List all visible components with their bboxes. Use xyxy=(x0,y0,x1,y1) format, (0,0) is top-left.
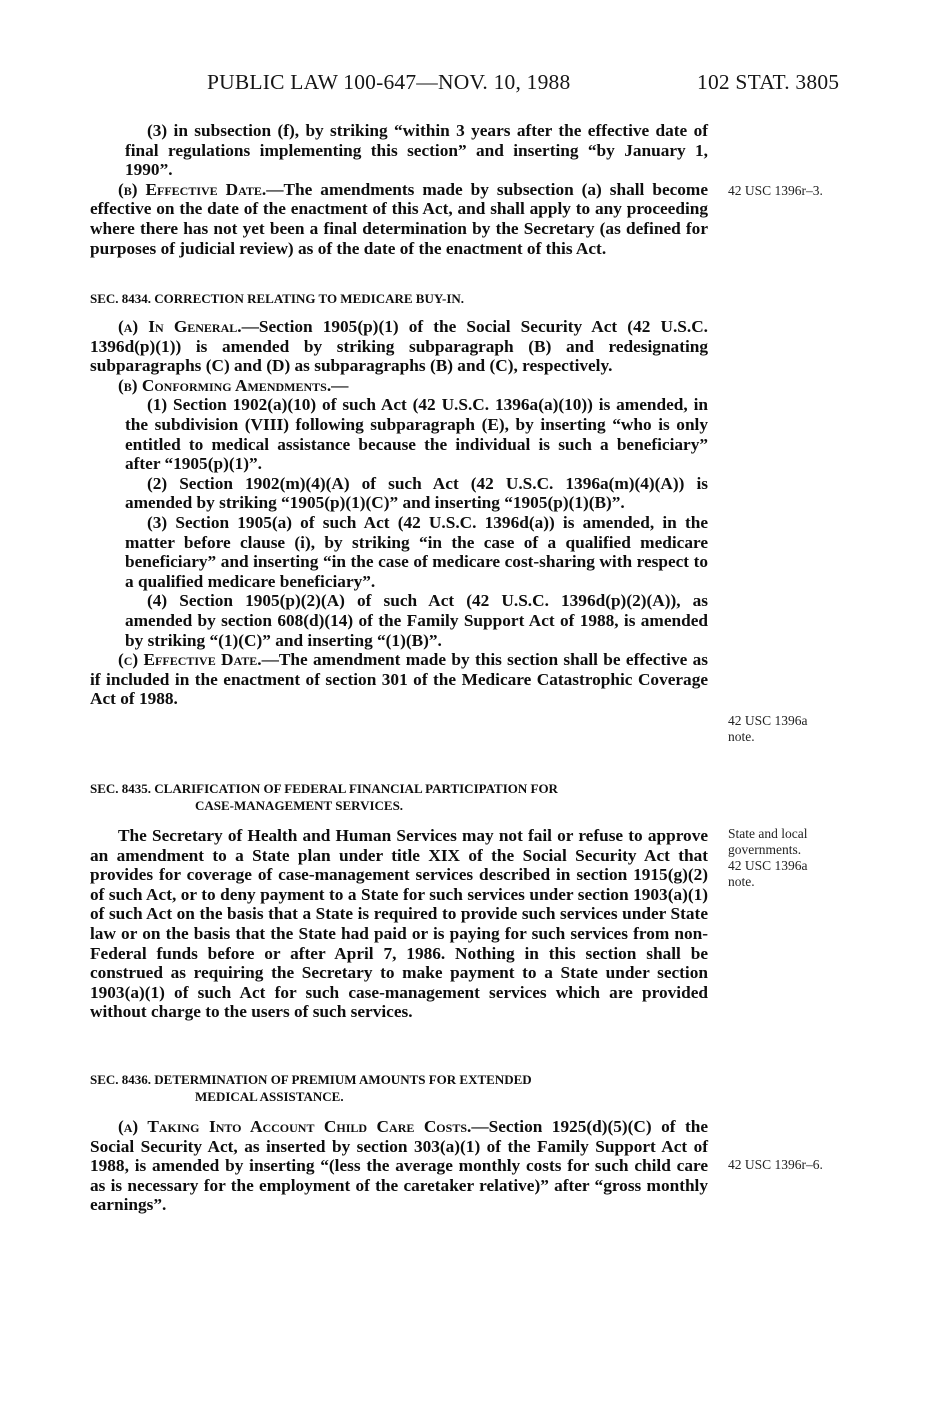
paragraph-effective-date-c xyxy=(90,650,708,709)
heading-8436-line1: SEC. 8436. DETERMINATION OF PREMIUM AMOUNTS FOR EXTENDED xyxy=(90,1072,532,1087)
paragraph-amendment-1: (1) Section 1902(a)(10) of such Act (42 U.S.C. 1396a(a)(10)) is amended, in the subdivision (VIII) following subparagraph (E), by inserting “who is only entitled to medical assistance because the individual is such a beneficiary” after “1905(p)(1)”. xyxy=(125,395,708,474)
margin-note-4: 42 USC 1396r–6. xyxy=(728,1157,823,1172)
paragraph-conforming-amendments xyxy=(90,376,708,396)
margin-note-2-line1: 42 USC 1396a xyxy=(728,713,808,728)
paragraph-child-care xyxy=(90,1117,708,1215)
text-in-general: —Section 1905(p)(1) of the Social Security Act (42 U.S.C. 1396d(p)(1)) is amended by striking subparagraph (B) and redesignating subparagraphs (C) and (D) as subparagraphs (B) and (C), respectively. xyxy=(90,317,708,376)
label-child-care: (a) Taking Into Account Child Care Costs. xyxy=(118,1117,472,1136)
page-header-stat: 102 STAT. 3805 xyxy=(697,70,840,94)
paragraph-item-3: (3) in subsection (f), by striking “within 3 years after the effective date of final regulations implementing this section” and inserting “by January 1, 1990”. xyxy=(125,121,708,180)
margin-note-2-line2: note. xyxy=(728,729,755,744)
paragraph-in-general xyxy=(90,317,708,376)
paragraph-8435: The Secretary of Health and Human Services may not fail or refuse to approve an amendment to a State plan under title XIX of the Social Security Act that provides for coverage of case-management services described in section 1915(g)(2) of such Act, or to deny payment to a State for such services under section 1903(a)(1) of such Act on the basis that a State is required to provide such services under State law or on the basis that the State had paid or is paying for such services from non-Federal funds before or after April 7, 1986. Nothing in this section shall be construed as requiring the Secretary to make payment to a State under section 1903(a)(1) of such Act for such case-management services which are provided without charge to the users of such services. xyxy=(90,826,708,1022)
margin-note-3-line1: State and local xyxy=(728,826,808,841)
margin-note-3 xyxy=(728,826,898,890)
text-effective-date: —The amendments made by subsection (a) shall become effective on the date of the enactment of this Act, and shall apply to any proceeding where there has not yet been a final determination by the Secretary (as defined for purposes of judicial review) as of the date of the enactment of this Act. xyxy=(90,179,708,258)
heading-8436-line2: MEDICAL ASSISTANCE. xyxy=(195,1089,344,1104)
section-heading-8435 xyxy=(90,780,708,814)
heading-8435-line2: CASE-MANAGEMENT SERVICES. xyxy=(195,798,404,813)
section-heading-8436 xyxy=(90,1071,708,1105)
paragraph-effective-date xyxy=(90,180,708,258)
label-in-general: (a) In General. xyxy=(118,317,242,336)
section-heading-8434 xyxy=(90,290,708,307)
block-continuation xyxy=(90,121,708,258)
section-8434-body xyxy=(90,317,708,709)
text-child-care: —Section 1925(d)(5)(C) of the Social Security Act, as inserted by section 303(a)(1) of the Family Support Act of 1988, is amended by inserting “(less the average monthly costs for such child care as is necessary for the employment of the caretaker relative)” after “gross monthly earnings”. xyxy=(90,1117,708,1215)
label-effective-date-c: (c) Effective Date. xyxy=(118,650,262,670)
margin-note-2 xyxy=(728,713,898,745)
text-conforming-amendments: — xyxy=(331,375,349,395)
label-conforming-amendments: (b) Conforming Amendments. xyxy=(118,375,332,395)
paragraph-amendment-2: (2) Section 1902(m)(4)(A) of such Act (42 U.S.C. 1396a(m)(4)(A)) is amended by striking “1905(p)(1)(C)” and inserting “1905(p)(1)(B)”. xyxy=(125,473,708,513)
paragraph-amendment-4: (4) Section 1905(p)(2)(A) of such Act (42 U.S.C. 1396d(p)(2)(A)), as amended by section 608(d)(14) of the Family Support Act of 1988, is amended by striking “(1)(C)” and inserting “(1)(B)”. xyxy=(125,591,708,650)
heading-8434: SEC. 8434. CORRECTION RELATING TO MEDICARE BUY-IN. xyxy=(90,291,465,306)
heading-8435-line1: SEC. 8435. CLARIFICATION OF FEDERAL FINANCIAL PARTICIPATION FOR xyxy=(90,781,558,796)
text-effective-date-c: —The amendment made by this section shall be effective as if included in the enactment of section 301 of the Medicare Catastrophic Coverage Act of 1988. xyxy=(90,650,708,709)
label-effective-date: (b) Effective Date. xyxy=(118,179,267,199)
section-8435-body xyxy=(90,826,708,1022)
margin-note-3-line4: note. xyxy=(728,874,755,889)
page-header-title: PUBLIC LAW 100-647—NOV. 10, 1988 xyxy=(207,70,571,94)
margin-note-3-line3: 42 USC 1396a xyxy=(728,858,808,873)
margin-note-1: 42 USC 1396r–3. xyxy=(728,183,823,198)
section-8436-body xyxy=(90,1117,708,1215)
margin-note-3-line2: governments. xyxy=(728,842,802,857)
paragraph-amendment-3: (3) Section 1905(a) of such Act (42 U.S.C. 1396d(a)) is amended, in the matter before clause (i), by striking “in the case of a qualified medicare beneficiary” and inserting “in the case of medicare cost-sharing with respect to a qualified medicare beneficiary”. xyxy=(125,512,708,591)
